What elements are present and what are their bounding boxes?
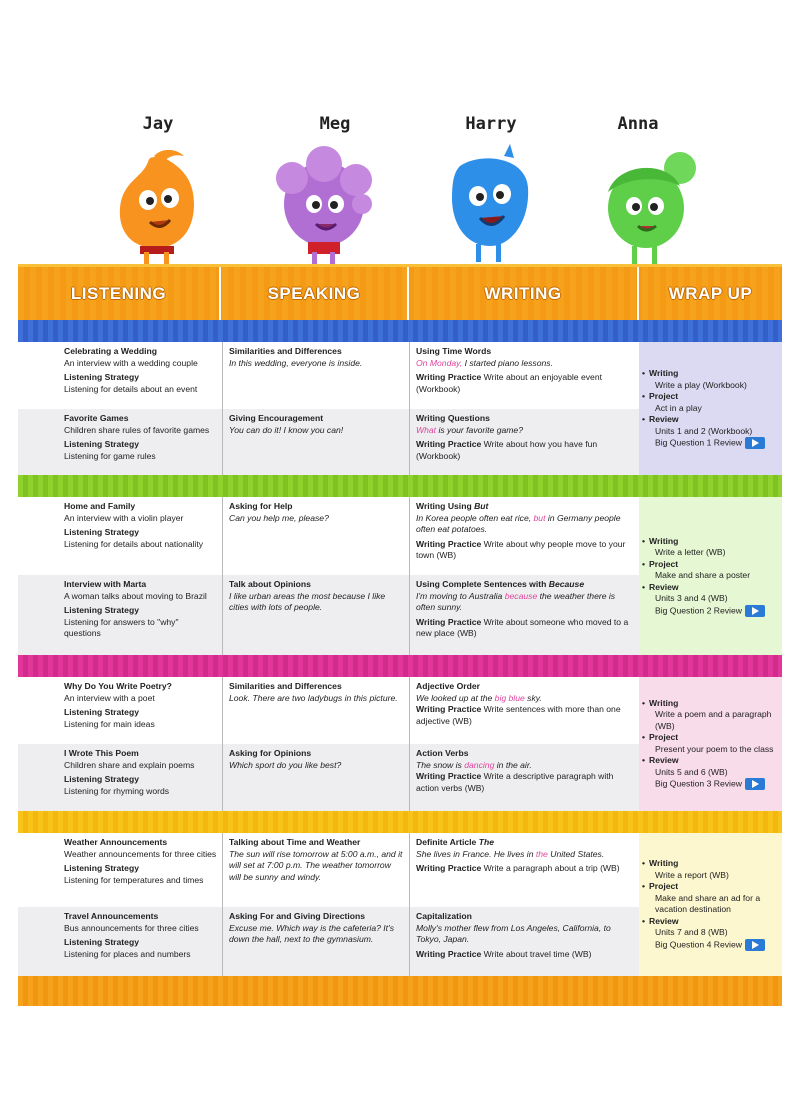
writing-practice-label: Writing Practice xyxy=(416,948,482,959)
column-header-speaking: SPEAKING xyxy=(221,267,409,320)
character-name-jay: Jay xyxy=(142,114,174,134)
writing-example-end: sky. xyxy=(524,692,542,703)
unit-divider-blue xyxy=(18,320,782,342)
wrap-writing-label: • Writing xyxy=(645,368,776,380)
writing-example-end: in Germany people often eat potatoes. xyxy=(416,512,621,534)
big-question-review: Big Question 1 Review xyxy=(655,437,742,448)
anna-character-illustration xyxy=(588,142,708,266)
speaking-title: Asking for Opinions xyxy=(229,748,312,758)
writing-cell xyxy=(410,677,639,744)
writing-practice-desc: Write about someone who moved to a new place (WB) xyxy=(416,616,629,638)
play-video-icon[interactable] xyxy=(745,778,765,790)
character-name-meg: Meg xyxy=(319,114,351,134)
listening-strategy-label: Listening Strategy xyxy=(64,937,139,947)
writing-practice-label: Writing Practice xyxy=(416,771,482,781)
writing-practice-label: Writing Practice xyxy=(416,616,482,627)
listening-title: Travel Announcements xyxy=(64,911,159,921)
listening-desc: Children share rules of favorite games xyxy=(64,424,210,435)
wrap-up-cell xyxy=(639,497,782,655)
listening-title: I Wrote This Poem xyxy=(64,748,139,758)
speaking-title: Similarities and Differences xyxy=(229,346,342,356)
unit-block-4 xyxy=(18,833,782,976)
writing-practice-desc: Write about how you have fun (Workbook) xyxy=(416,439,598,461)
writing-example: Molly's mother flew from Los Angeles, California, to Tokyo, Japan. xyxy=(416,922,611,944)
table-row xyxy=(18,342,639,409)
unit-divider-yellow xyxy=(18,811,782,833)
listening-strategy-desc: Listening for places and numbers xyxy=(64,948,191,959)
writing-example-highlight: dancing xyxy=(464,759,495,770)
play-video-icon[interactable] xyxy=(745,437,765,449)
table-row xyxy=(18,409,639,475)
writing-example-highlight: but xyxy=(533,512,546,523)
writing-title: Capitalization xyxy=(416,911,472,921)
column-divider xyxy=(222,677,223,811)
speaking-cell xyxy=(223,575,410,655)
writing-title: Using Time Words xyxy=(416,346,492,356)
writing-practice-desc: Write about travel time (WB) xyxy=(481,948,592,959)
writing-cell xyxy=(410,744,639,811)
play-video-icon[interactable] xyxy=(745,605,765,617)
listening-title: Favorite Games xyxy=(64,413,129,423)
listening-title: Home and Family xyxy=(64,501,136,511)
big-question-review: Big Question 2 Review xyxy=(655,604,742,615)
unit-block-2 xyxy=(18,497,782,655)
writing-practice-desc: Write a descriptive paragraph with action verbs (WB) xyxy=(416,771,614,793)
listening-cell xyxy=(58,497,223,575)
big-question-review: Big Question 4 Review xyxy=(655,939,742,950)
listening-strategy-desc: Listening for details about an event xyxy=(64,383,198,394)
writing-cell xyxy=(410,575,639,655)
wrap-up-cell xyxy=(639,342,782,475)
speaking-cell xyxy=(223,744,410,811)
speaking-title: Similarities and Differences xyxy=(229,681,342,691)
wrap-project-desc: Present your poem to the class xyxy=(655,743,774,754)
wrap-writing-desc: Write a report (WB) xyxy=(655,869,729,880)
writing-title: Writing Using xyxy=(416,501,472,511)
speaking-cell xyxy=(223,409,410,475)
column-divider xyxy=(409,342,410,475)
writing-practice-desc: Write about why people move to your town (WB) xyxy=(416,538,626,560)
listening-strategy-desc: Listening for details about nationality xyxy=(64,538,204,549)
column-header-wrap-up: WRAP UP xyxy=(668,283,753,303)
wrap-project-desc: Act in a play xyxy=(655,402,702,413)
table-row xyxy=(18,497,639,575)
speaking-title: Giving Encouragement xyxy=(229,413,324,423)
jay-character-illustration xyxy=(98,142,218,266)
writing-example-highlight: On Monday, xyxy=(416,357,463,368)
wrap-review-desc: Units 3 and 4 (WB) xyxy=(655,593,728,603)
writing-practice-label: Writing Practice xyxy=(416,538,482,549)
writing-cell xyxy=(410,497,639,575)
writing-example-highlight: the xyxy=(535,848,548,859)
column-header-writing: WRITING xyxy=(409,267,639,320)
writing-cell xyxy=(410,342,639,409)
listening-strategy-desc: Listening for answers to "why" questions xyxy=(64,616,179,638)
writing-title-italic: Because xyxy=(546,579,585,589)
listening-cell xyxy=(58,409,223,475)
writing-example: She lives in France. He lives in xyxy=(416,848,536,859)
writing-example: We looked up at the xyxy=(416,692,495,703)
writing-title: Writing Questions xyxy=(416,413,490,423)
writing-example-highlight: because xyxy=(504,590,538,601)
listening-desc: A woman talks about moving to Brazil xyxy=(64,590,207,601)
listening-desc: An interview with a wedding couple xyxy=(64,357,198,368)
listening-cell xyxy=(58,677,223,744)
speaking-example: I like urban areas the most because I like cities with lots of people. xyxy=(229,590,386,612)
speaking-cell xyxy=(223,342,410,409)
speaking-example: Excuse me. Which way is the cafeteria? It's down the hall, next to the gymnasium. xyxy=(229,922,394,944)
wrap-project-label: • Project xyxy=(645,559,776,571)
speaking-title: Talk about Opinions xyxy=(229,579,311,589)
wrap-writing-desc: Write a letter (WB) xyxy=(655,547,726,557)
speaking-title: Asking for Help xyxy=(229,501,293,511)
wrap-project-label: • Project xyxy=(645,732,776,744)
listening-title: Interview with Marta xyxy=(64,579,147,589)
wrap-review-desc: Units 1 and 2 (Workbook) xyxy=(655,425,753,436)
unit-block-1 xyxy=(18,342,782,475)
speaking-example: In this wedding, everyone is inside. xyxy=(229,357,363,368)
writing-example-end: the weather there is often sunny. xyxy=(416,590,616,612)
writing-practice-desc: Write sentences with more than one adjective (WB) xyxy=(416,704,621,726)
listening-strategy-label: Listening Strategy xyxy=(64,372,139,382)
character-name-anna: Anna xyxy=(617,114,659,134)
character-name-harry: Harry xyxy=(465,114,517,134)
wrap-writing-label: • Writing xyxy=(645,536,776,548)
unit-block-3 xyxy=(18,677,782,811)
listening-cell xyxy=(58,744,223,811)
speaking-example: You can do it! I know you can! xyxy=(229,424,344,435)
listening-strategy-desc: Listening for main ideas xyxy=(64,718,155,729)
listening-strategy-desc: Listening for temperatures and times xyxy=(64,874,204,885)
speaking-cell xyxy=(223,677,410,744)
table-row xyxy=(18,677,639,744)
writing-cell xyxy=(410,907,639,976)
wrap-project-desc: Make and share an ad for a vacation destination xyxy=(655,892,761,915)
listening-cell xyxy=(58,833,223,907)
meg-character-illustration xyxy=(262,142,382,266)
listening-cell xyxy=(58,907,223,976)
listening-desc: An interview with a poet xyxy=(64,692,155,703)
bottom-bar xyxy=(18,976,782,1006)
writing-title: Adjective Order xyxy=(416,681,480,691)
writing-example-highlight: What xyxy=(416,424,437,435)
wrap-writing-desc: Write a play (Workbook) xyxy=(655,379,747,390)
wrap-review-label: • Review xyxy=(645,582,776,594)
writing-example-end: United States. xyxy=(547,848,605,859)
speaking-cell xyxy=(223,497,410,575)
column-divider xyxy=(409,833,410,976)
writing-example: In Korea people often eat rice, xyxy=(416,512,534,523)
wrap-review-desc: Units 5 and 6 (WB) xyxy=(655,766,728,777)
writing-practice-desc: Write about an enjoyable event (Workbook) xyxy=(416,372,602,394)
big-question-review: Big Question 3 Review xyxy=(655,778,742,789)
writing-title: Definite Article xyxy=(416,837,477,847)
listening-desc: An interview with a violin player xyxy=(64,512,184,523)
speaking-cell xyxy=(223,833,410,907)
play-video-icon[interactable] xyxy=(745,939,765,951)
listening-desc: Weather announcements for three cities xyxy=(64,848,217,859)
listening-strategy-desc: Listening for rhyming words xyxy=(64,785,170,796)
listening-title: Weather Announcements xyxy=(64,837,168,847)
unit-divider-green xyxy=(18,475,782,497)
table-row xyxy=(18,744,639,811)
wrap-review-label: • Review xyxy=(645,414,776,426)
speaking-example: Can you help me, please? xyxy=(229,512,329,523)
wrap-review-desc: Units 7 and 8 (WB) xyxy=(655,927,728,938)
writing-cell xyxy=(410,409,639,475)
listening-strategy-label: Listening Strategy xyxy=(64,439,139,449)
writing-practice-label: Writing Practice xyxy=(416,372,482,382)
wrap-project-label: • Project xyxy=(645,881,776,893)
wrap-up-cell xyxy=(639,677,782,811)
wrap-review-label: • Review xyxy=(645,916,776,928)
column-divider xyxy=(409,497,410,655)
listening-title: Celebrating a Wedding xyxy=(64,346,157,356)
wrap-up-cell xyxy=(639,833,782,976)
writing-title-italic: But xyxy=(471,501,489,511)
listening-strategy-label: Listening Strategy xyxy=(64,863,139,873)
listening-strategy-label: Listening Strategy xyxy=(64,605,139,615)
speaking-example: Which sport do you like best? xyxy=(229,759,342,770)
column-divider xyxy=(222,342,223,475)
writing-practice-label: Writing Practice xyxy=(416,704,482,714)
listening-strategy-desc: Listening for game rules xyxy=(64,450,156,461)
wrap-writing-desc: Write a poem and a paragraph (WB) xyxy=(655,709,772,731)
writing-title: Action Verbs xyxy=(416,748,469,758)
wrap-writing-label: • Writing xyxy=(645,858,776,870)
listening-strategy-label: Listening Strategy xyxy=(64,707,139,717)
writing-practice-label: Writing Practice xyxy=(416,863,482,873)
writing-example: I started piano lessons. xyxy=(462,357,553,368)
listening-title: Why Do You Write Poetry? xyxy=(64,681,172,691)
column-header-listening: LISTENING xyxy=(18,267,221,320)
writing-title: Using Complete Sentences with xyxy=(416,579,547,589)
table-row xyxy=(18,907,639,976)
writing-example-highlight: big blue xyxy=(494,692,525,703)
writing-example: The snow is xyxy=(416,759,465,770)
writing-practice-desc: Write a paragraph about a trip (WB) xyxy=(481,863,620,873)
writing-cell xyxy=(410,833,639,907)
listening-desc: Bus announcements for three cities xyxy=(64,922,199,933)
writing-example-end: in the air. xyxy=(494,759,532,770)
wrap-writing-label: • Writing xyxy=(645,698,776,710)
speaking-title: Talking about Time and Weather xyxy=(229,837,361,847)
column-divider xyxy=(222,833,223,976)
writing-example: I'm moving to Australia xyxy=(416,590,505,601)
speaking-title: Asking For and Giving Directions xyxy=(229,911,366,921)
speaking-example: Look. There are two ladybugs in this picture. xyxy=(229,692,398,703)
table-row xyxy=(18,575,639,655)
column-divider xyxy=(222,497,223,655)
wrap-review-label: • Review xyxy=(645,755,776,767)
listening-desc: Children share and explain poems xyxy=(64,759,195,770)
writing-practice-label: Writing Practice xyxy=(416,439,482,449)
unit-divider-pink xyxy=(18,655,782,677)
wrap-project-desc: Make and share a poster xyxy=(655,570,751,580)
writing-example: is your favorite game? xyxy=(436,424,523,435)
column-divider xyxy=(409,677,410,811)
listening-strategy-label: Listening Strategy xyxy=(64,527,139,537)
harry-character-illustration xyxy=(430,142,550,266)
listening-strategy-label: Listening Strategy xyxy=(64,774,139,784)
speaking-example: The sun will rise tomorrow at 5:00 a.m., and it will set at 7:00 p.m. The weather tomorrow will be sunny and windy. xyxy=(229,848,403,882)
writing-title-italic: The xyxy=(476,837,494,847)
table-row xyxy=(18,833,639,907)
listening-cell xyxy=(58,342,223,409)
speaking-cell xyxy=(223,907,410,976)
listening-cell xyxy=(58,575,223,655)
wrap-project-label: • Project xyxy=(645,391,776,403)
skills-header-bar xyxy=(18,264,782,320)
